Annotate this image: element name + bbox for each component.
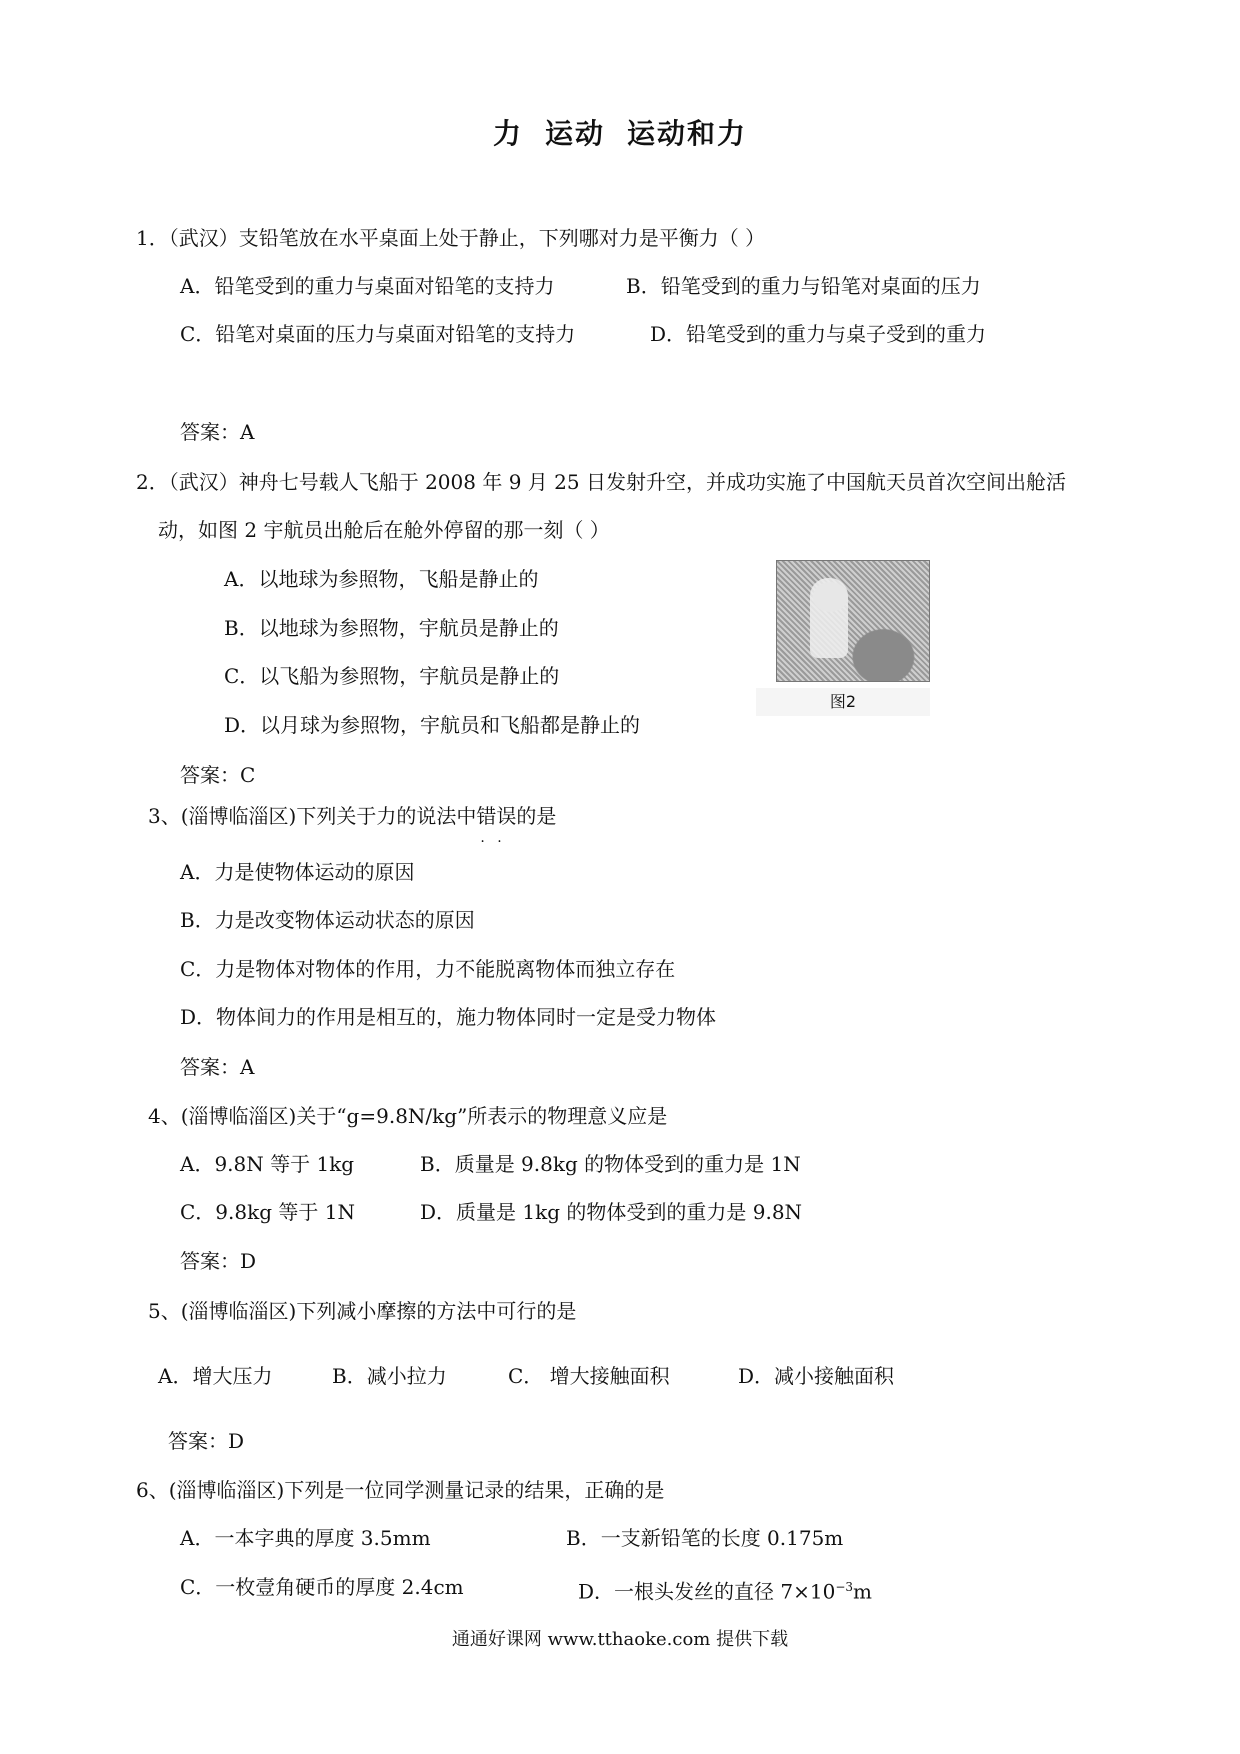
- q2-option-a: A．以地球为参照物，飞船是静止的: [224, 567, 539, 591]
- q4-stem: 4、(淄博临淄区)关于“g=9.8N/kg”所表示的物理意义应是: [148, 1104, 668, 1128]
- q2-option-c: C．以飞船为参照物，宇航员是静止的: [224, 664, 560, 688]
- q3-stem-post: 的是: [516, 804, 557, 828]
- q5-option-d: D．减小接触面积: [738, 1364, 895, 1388]
- q2-stem-line2: 动，如图 2 宇航员出舱后在舱外停留的那一刻（ ）: [158, 518, 610, 542]
- title-part-force: 力: [492, 117, 523, 150]
- q6-option-d-text: D．一根头发丝的直径 7×10: [578, 1579, 836, 1604]
- astronaut-figure: [776, 560, 930, 682]
- q1-option-c: C．铅笔对桌面的压力与桌面对铅笔的支持力: [180, 322, 576, 346]
- q2-option-d: D．以月球为参照物，宇航员和飞船都是静止的: [224, 713, 641, 737]
- q5-stem: 5、(淄博临淄区)下列减小摩擦的方法中可行的是: [148, 1299, 577, 1323]
- q1-stem: 1．（武汉）支铅笔放在水平桌面上处于静止，下列哪对力是平衡力（ ）: [136, 226, 766, 250]
- q3-option-a: A．力是使物体运动的原因: [180, 860, 415, 884]
- q6-option-c: C．一枚壹角硬币的厚度 2.4cm: [180, 1575, 464, 1599]
- q2-stem-line1: 2．（武汉）神舟七号载人飞船于 2008 年 9 月 25 日发射升空，并成功实施了中国航天员首次空间出舱活: [136, 470, 1066, 494]
- q3-option-b: B．力是改变物体运动状态的原因: [180, 908, 475, 932]
- q6-option-a: A．一本字典的厚度 3.5mm: [180, 1526, 431, 1550]
- q4-option-a: A．9.8N 等于 1kg: [180, 1152, 355, 1176]
- title-part-motion-and-force: 运动和力: [627, 117, 748, 150]
- astronaut-silhouette: [810, 578, 848, 658]
- q5-option-a: A．增大压力: [158, 1364, 273, 1388]
- q3-option-c: C．力是物体对物体的作用，力不能脱离物体而独立存在: [180, 957, 676, 981]
- q5-answer: 答案：D: [168, 1429, 245, 1453]
- q2-answer: 答案：C: [180, 763, 256, 787]
- q4-option-d: D．质量是 1kg 的物体受到的重力是 9.8N: [420, 1200, 803, 1224]
- page-title: [0, 112, 1240, 152]
- q3-option-d: D．物体间力的作用是相互的，施力物体同时一定是受力物体: [180, 1005, 717, 1029]
- q1-option-d: D．铅笔受到的重力与桌子受到的重力: [650, 322, 987, 346]
- q1-answer: 答案：A: [180, 420, 255, 444]
- q6-option-d: [578, 1573, 872, 1606]
- q6-stem: 6、(淄博临淄区)下列是一位同学测量记录的结果，正确的是: [136, 1478, 665, 1502]
- figure-caption: 图2: [756, 688, 930, 716]
- q2-option-b: B．以地球为参照物，宇航员是静止的: [224, 616, 559, 640]
- q4-answer: 答案：D: [180, 1249, 257, 1273]
- q1-option-b: B．铅笔受到的重力与铅笔对桌面的压力: [626, 274, 981, 298]
- page-footer: 通通好课网 www.tthaoke.com 提供下载: [451, 1629, 789, 1650]
- q4-option-b: B．质量是 9.8kg 的物体受到的重力是 1N: [420, 1152, 801, 1176]
- q6-option-b: B．一支新铅笔的长度 0.175m: [566, 1526, 844, 1550]
- q1-option-a: A．铅笔受到的重力与桌面对铅笔的支持力: [180, 274, 555, 298]
- q3-answer: 答案：A: [180, 1055, 255, 1079]
- q6-option-d-unit: m: [853, 1579, 872, 1604]
- q4-option-c: C．9.8kg 等于 1N: [180, 1200, 355, 1224]
- title-part-motion: 运动: [544, 117, 605, 150]
- q3-stem-pre: 3、(淄博临淄区)下列关于力的说法中: [148, 804, 477, 828]
- q3-stem: [148, 802, 556, 830]
- q3-stem-emphasis: 错误 · ·: [476, 804, 516, 828]
- q6-option-d-exponent: −3: [835, 1580, 854, 1594]
- q5-option-b: B．减小拉力: [332, 1364, 447, 1388]
- q5-option-c: C． 增大接触面积: [508, 1364, 670, 1388]
